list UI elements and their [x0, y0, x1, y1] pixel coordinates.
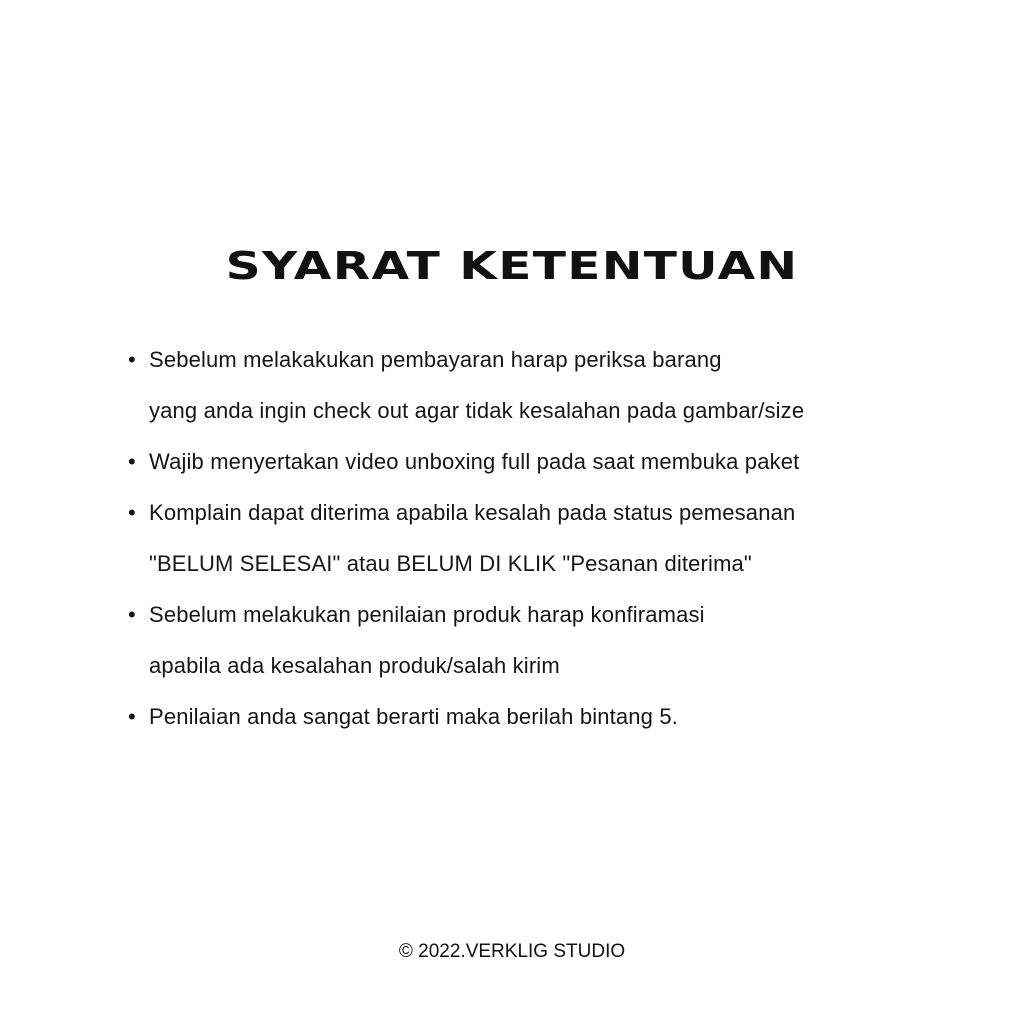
list-item-text: Komplain dapat diterima apabila kesalah pada status pemesanan — [149, 500, 796, 525]
bullet-icon: • — [128, 449, 136, 474]
bullet-icon: • — [128, 602, 136, 627]
list-item-text: yang anda ingin check out agar tidak kesalahan pada gambar/size — [149, 398, 805, 423]
page-title: SYARAT KETENTUAN — [225, 244, 799, 288]
list-item-text: Sebelum melakakukan pembayaran harap periksa barang — [149, 347, 722, 372]
list-item-text: apabila ada kesalahan produk/salah kirim — [149, 653, 560, 678]
copyright-footer: © 2022.VERKLIG STUDIO — [398, 941, 626, 962]
list-item-text: Wajib menyertakan video unboxing full pada saat membuka paket — [149, 449, 800, 474]
bullet-icon: • — [128, 500, 136, 525]
list-item — [128, 436, 918, 487]
bullet-icon: • — [128, 704, 136, 729]
list-item-text: "BELUM SELESAI" atau BELUM DI KLIK "Pesanan diterima" — [149, 551, 752, 576]
list-item — [128, 334, 918, 436]
list-item — [128, 487, 918, 589]
bullet-icon: • — [128, 347, 136, 372]
list-item-text: Penilaian anda sangat berarti maka berilah bintang 5. — [149, 704, 678, 729]
terms-list — [128, 334, 918, 742]
list-item — [128, 589, 918, 691]
list-item — [128, 691, 918, 742]
list-item-text: Sebelum melakukan penilaian produk harap konfiramasi — [149, 602, 705, 627]
